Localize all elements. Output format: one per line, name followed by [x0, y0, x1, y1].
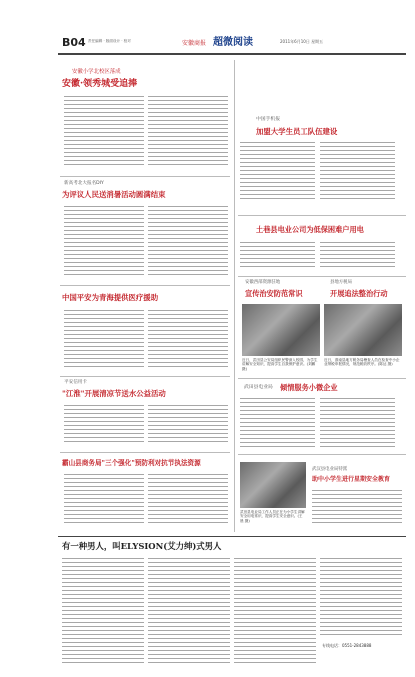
- article-headline: 安徽·领秀城受追捧: [62, 79, 138, 89]
- feature-headline: 有一种男人，叫ELYSION(艾力绅)式男人: [62, 541, 222, 551]
- article-body: [320, 242, 395, 268]
- masthead: [0, 0, 415, 58]
- divider: [238, 215, 406, 216]
- article-body: [64, 96, 144, 166]
- article-body: [240, 398, 315, 450]
- article-body: [148, 206, 228, 276]
- article-headline: "江淮"开展清凉节送水公益活动: [62, 389, 166, 398]
- photo-caption: 武田县电业局工作人员正在为小学生讲解安全用电常识，提高学生安全意识。(王晨 摄): [240, 510, 305, 523]
- issue-date: 2011年6月10日 星期五: [280, 39, 324, 44]
- article-body: [64, 474, 144, 526]
- article-headline: 开展追法整治行动: [330, 289, 388, 298]
- article-headline: 倾情服务小微企业: [280, 383, 338, 392]
- article-headline: 宣传治安防范常识: [245, 289, 303, 298]
- feature-body: [320, 558, 402, 638]
- article-kicker: 平安信用卡: [64, 380, 87, 385]
- article-body: [64, 206, 144, 276]
- feature-body: [148, 558, 230, 666]
- divider: [60, 376, 230, 377]
- feature-body: [234, 558, 316, 666]
- article-body: [64, 310, 144, 368]
- article-body: [148, 96, 228, 166]
- article-headline: 中国平安为青海提供医疗援助: [62, 293, 159, 302]
- divider: [238, 276, 406, 277]
- paper-name: 安徽商报: [182, 40, 207, 47]
- page-meta: 责任编辑 · 版面设计 · 校对: [88, 39, 131, 43]
- divider: [238, 378, 406, 379]
- article-headline: 土巷县电业公司为低保困难户用电: [256, 225, 364, 234]
- article-body: [320, 398, 395, 450]
- article-headline: 霸山县商务局"三个强化"预防利对抗节执法资源: [62, 459, 201, 467]
- divider: [238, 454, 406, 455]
- article-kicker: 县地方税局: [330, 280, 352, 285]
- masthead-rule: [58, 53, 406, 55]
- article-kicker: 武田县电业局: [244, 385, 273, 390]
- article-kicker: 安徽小学北校区落成: [72, 69, 121, 75]
- article-body: [64, 405, 144, 445]
- article-headline: 助中小学生进行星期安全教育: [312, 476, 391, 483]
- feature-rule: [58, 536, 406, 537]
- article-kicker: 中国手机报: [256, 117, 280, 122]
- news-photo: [324, 304, 402, 356]
- divider: [60, 176, 230, 177]
- article-body: [312, 490, 402, 524]
- news-photo: [242, 304, 320, 356]
- article-kicker: 安徽西部资源驻地: [245, 280, 281, 285]
- article-headline: 加盟大学生员工队伍建设: [256, 127, 338, 136]
- contact-phone-label: 专线电话：: [322, 643, 342, 648]
- article-body: [148, 405, 228, 445]
- article-body: [148, 474, 228, 526]
- feature-body: [62, 558, 144, 666]
- section-title: 超微阅读: [213, 37, 253, 48]
- article-body: [320, 142, 395, 202]
- article-body: [240, 242, 315, 268]
- article-kicker: 新高考北大报名DIY: [64, 181, 104, 186]
- article-body: [240, 142, 315, 202]
- photo-caption: 近日，淮南县地方税务局稽查人员在检查中小企业纳税申报情况，规范税收秩序。(陈达 摄): [324, 358, 400, 367]
- contact-phone: 0551-2843888: [342, 643, 372, 648]
- divider: [60, 452, 230, 453]
- photo-caption: 近日，武田县公安局组织民警深入校园，为学生讲解安全知识，提高学生自我保护意识。(刘鹏 摄): [242, 358, 318, 371]
- article-kicker: 武汉县电业局特派: [312, 467, 348, 472]
- column-divider: [234, 60, 235, 532]
- news-photo: [240, 462, 306, 508]
- divider: [60, 285, 230, 286]
- article-headline: 为评议人民送消暑活动圆满结束: [62, 190, 166, 199]
- article-body: [148, 310, 228, 368]
- page-code: B04: [62, 36, 86, 49]
